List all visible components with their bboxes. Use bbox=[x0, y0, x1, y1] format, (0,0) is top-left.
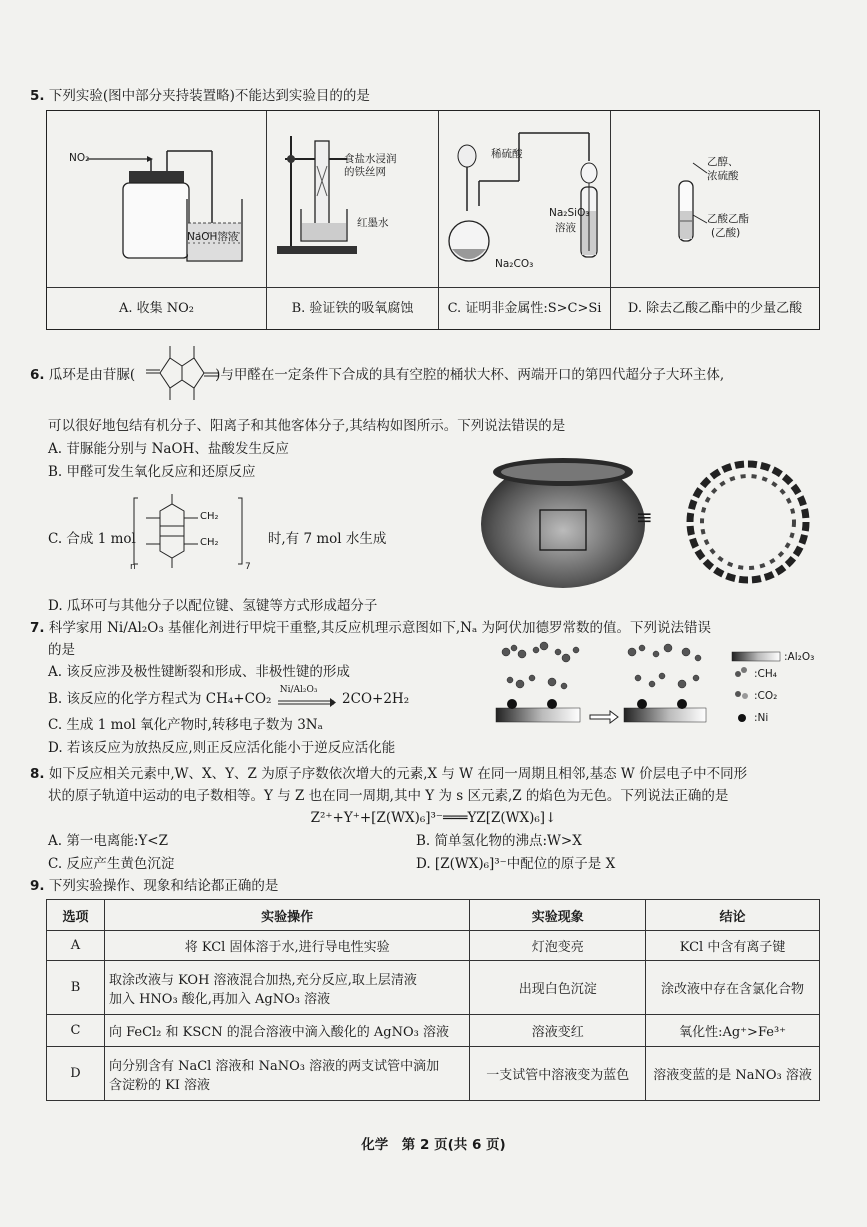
legend-al2o3: :Al₂O₃ bbox=[784, 651, 815, 663]
table-row bbox=[47, 1015, 820, 1047]
glycoluril-structure bbox=[140, 334, 240, 412]
row-conclusion: 氧化性:Ag⁺>Fe³⁺ bbox=[646, 1015, 820, 1047]
row-phenomenon: 一支试管中溶液变为蓝色 bbox=[470, 1047, 646, 1101]
q5c-na2sio3-label-1: Na₂SiO₃ bbox=[549, 207, 590, 219]
q7-stem-line2: 的是 bbox=[48, 642, 75, 658]
q8-option-a: A. 第一电离能:Y<Z bbox=[48, 833, 168, 849]
q9-text: 下列实验操作、现象和结论都正确的是 bbox=[48, 878, 279, 894]
q7-text-1: 科学家用 Ni/Al₂O₃ 基催化剂进行甲烷干重整,其反应机理示意图如下,Nₐ 为阿伏加德罗常数的值。下列说法错误 bbox=[48, 620, 711, 636]
q6-option-b: B. 甲醛可发生氧化反应和还原反应 bbox=[48, 464, 256, 480]
q5c-na2co3-label: Na₂CO₃ bbox=[495, 258, 534, 270]
legend-ni: :Ni bbox=[754, 712, 769, 724]
header-option: 选项 bbox=[47, 900, 105, 931]
q7-option-b-post: 2CO+2H₂ bbox=[342, 691, 410, 707]
ch2-label-bottom: CH₂ bbox=[200, 537, 219, 548]
q6-number: 6. bbox=[30, 367, 45, 383]
q8-option-b: B. 简单氢化物的沸点:W>X bbox=[416, 833, 582, 849]
row-operation bbox=[104, 1047, 469, 1101]
table-row bbox=[47, 931, 820, 961]
row-operation: 将 KCl 固体溶于水,进行导电性实验 bbox=[104, 931, 469, 961]
reaction-arrow bbox=[276, 684, 338, 709]
q8-text-1: 如下反应相关元素中,W、X、Y、Z 为原子序数依次增大的元素,X 与 W 在同一周期且相邻,基态 W 价层电子中不同形 bbox=[48, 766, 748, 782]
q5-number: 5. bbox=[30, 88, 45, 104]
q6-option-c-post: 时,有 7 mol 水生成 bbox=[267, 531, 387, 547]
q5-apparatus-a bbox=[47, 111, 267, 289]
q5-cell-c bbox=[439, 111, 611, 329]
legend-ch4: :CH₄ bbox=[754, 668, 777, 680]
q5-apparatus-b bbox=[267, 111, 439, 289]
q8-option-d: D. [Z(WX)₆]³⁻中配位的原子是 X bbox=[416, 856, 616, 872]
q5d-ethanol-label-1: 乙醇、 bbox=[707, 156, 739, 168]
equivalent-sign: ≡ bbox=[636, 505, 653, 529]
q6-stem-line2: 可以很好地包结有机分子、阳离子和其他客体分子,其结构如图所示。下列说法错误的是 bbox=[48, 418, 566, 434]
q7-option-a: A. 该反应涉及极性键断裂和形成、非极性键的形成 bbox=[48, 664, 350, 680]
q5b-mesh-label-1: 食盐水浸润 bbox=[344, 153, 397, 165]
row-option: A bbox=[47, 931, 105, 961]
q6-option-a: A. 苷脲能分别与 NaOH、盐酸发生反应 bbox=[48, 441, 289, 457]
reaction-condition: Ni/Al₂O₃ bbox=[279, 684, 318, 695]
row-conclusion: 溶液变蓝的是 NaNO₃ 溶液 bbox=[646, 1047, 820, 1101]
q5-caption-c: C. 证明非金属性:S>C>Si bbox=[439, 287, 610, 329]
table-row bbox=[47, 961, 820, 1015]
row-phenomenon: 出现白色沉淀 bbox=[470, 961, 646, 1015]
row-option: B bbox=[47, 961, 105, 1015]
header-phenomenon: 实验现象 bbox=[470, 900, 646, 931]
cucurbituril-figure bbox=[478, 452, 828, 592]
row-operation-line2: 加入 HNO₃ 酸化,再加入 AgNO₃ 溶液 bbox=[108, 991, 331, 1007]
q5-cell-b bbox=[267, 111, 439, 329]
q5-cell-a bbox=[47, 111, 267, 329]
q7-number: 7. bbox=[30, 620, 45, 636]
q5d-ester-label-1: 乙酸乙酯 bbox=[707, 213, 749, 225]
q6-text-1a: 瓜环是由苷脲( bbox=[48, 367, 136, 383]
q8-number: 8. bbox=[30, 766, 45, 782]
table-row bbox=[47, 1047, 820, 1101]
page-footer: 化学 第 2 页(共 6 页) bbox=[361, 1137, 506, 1153]
q5d-ethanol-label-2: 浓硫酸 bbox=[707, 170, 739, 182]
row-conclusion: 涂改液中存在含氯化合物 bbox=[646, 961, 820, 1015]
q9-header-row bbox=[47, 900, 820, 931]
row-operation-line2: 含淀粉的 KI 溶液 bbox=[108, 1077, 211, 1093]
q5a-no2-label: NO₂ bbox=[69, 152, 90, 164]
row-operation-line1: 取涂改液与 KOH 溶液混合加热,充分反应,取上层清液 bbox=[108, 972, 417, 988]
q6-stem-line1 bbox=[30, 366, 724, 384]
q7-stem-line1 bbox=[30, 619, 711, 637]
q5a-naoh-label: NaOH溶液 bbox=[187, 231, 239, 243]
q6-text-1b: )与甲醛在一定条件下合成的具有空腔的桶状大杯、两端开口的第四代超分子大环主体, bbox=[215, 367, 725, 383]
q5-stem bbox=[30, 87, 370, 105]
q5d-ester-label-2: (乙酸) bbox=[711, 227, 741, 239]
row-phenomenon: 灯泡变亮 bbox=[470, 931, 646, 961]
row-operation: 向 FeCl₂ 和 KSCN 的混合溶液中滴入酸化的 AgNO₃ 溶液 bbox=[104, 1015, 469, 1047]
cucurbituril-monomer bbox=[130, 486, 270, 576]
q6-option-c-pre: C. 合成 1 mol bbox=[48, 531, 136, 547]
q5-caption-d: D. 除去乙酸乙酯中的少量乙酸 bbox=[611, 287, 819, 329]
q5b-mesh-label-2: 的铁丝网 bbox=[344, 166, 386, 178]
row-operation-line1: 向分别含有 NaCl 溶液和 NaNO₃ 溶液的两支试管中滴加 bbox=[108, 1058, 440, 1074]
q7-mechanism-diagram bbox=[492, 640, 832, 732]
subscript-n: n bbox=[130, 562, 136, 572]
q5c-acid-label: 稀硫酸 bbox=[491, 148, 523, 160]
q5b-ink-label: 红墨水 bbox=[357, 217, 389, 229]
q9-number: 9. bbox=[30, 878, 45, 894]
q5-apparatus-d bbox=[611, 111, 819, 289]
row-option: C bbox=[47, 1015, 105, 1047]
q5-caption-b: B. 验证铁的吸氧腐蚀 bbox=[267, 287, 438, 329]
q5-cell-d bbox=[611, 111, 819, 329]
q5-caption-a: A. 收集 NO₂ bbox=[47, 287, 266, 329]
q7-option-b-pre: B. 该反应的化学方程式为 CH₄+CO₂ bbox=[48, 691, 272, 707]
ch2-label-top: CH₂ bbox=[200, 511, 219, 522]
q7-option-b bbox=[48, 684, 410, 709]
q5c-na2sio3-label-2: 溶液 bbox=[555, 222, 576, 234]
q9-table bbox=[46, 899, 820, 1101]
q8-stem-line1 bbox=[30, 765, 747, 783]
arrow-shape bbox=[276, 691, 338, 709]
legend-co2: :CO₂ bbox=[754, 690, 778, 702]
q8-option-c: C. 反应产生黄色沉淀 bbox=[48, 856, 175, 872]
header-operation: 实验操作 bbox=[104, 900, 469, 931]
q5-figure-table bbox=[46, 110, 820, 330]
q5-text: 下列实验(图中部分夹持装置略)不能达到实验目的的是 bbox=[48, 88, 370, 104]
q7-option-d: D. 若该反应为放热反应,则正反应活化能小于逆反应活化能 bbox=[48, 740, 396, 756]
row-phenomenon: 溶液变红 bbox=[470, 1015, 646, 1047]
subscript-7: 7 bbox=[245, 562, 251, 572]
q8-stem-line2: 状的原子轨道中运动的电子数相等。Y 与 Z 也在同一周期,其中 Y 为 s 区元素,Z 的焰色为无色。下列说法正确的是 bbox=[48, 788, 729, 804]
row-conclusion: KCl 中含有离子键 bbox=[646, 931, 820, 961]
row-option: D bbox=[47, 1047, 105, 1101]
q8-equation: Z²⁺+Y⁺+[Z(WX)₆]³⁻═══YZ[Z(WX)₆]↓ bbox=[310, 810, 557, 826]
header-conclusion: 结论 bbox=[646, 900, 820, 931]
q7-option-c: C. 生成 1 mol 氧化产物时,转移电子数为 3Nₐ bbox=[48, 717, 323, 733]
q9-stem bbox=[30, 877, 278, 895]
q6-option-d: D. 瓜环可与其他分子以配位键、氢键等方式形成超分子 bbox=[48, 598, 378, 614]
row-operation bbox=[104, 961, 469, 1015]
